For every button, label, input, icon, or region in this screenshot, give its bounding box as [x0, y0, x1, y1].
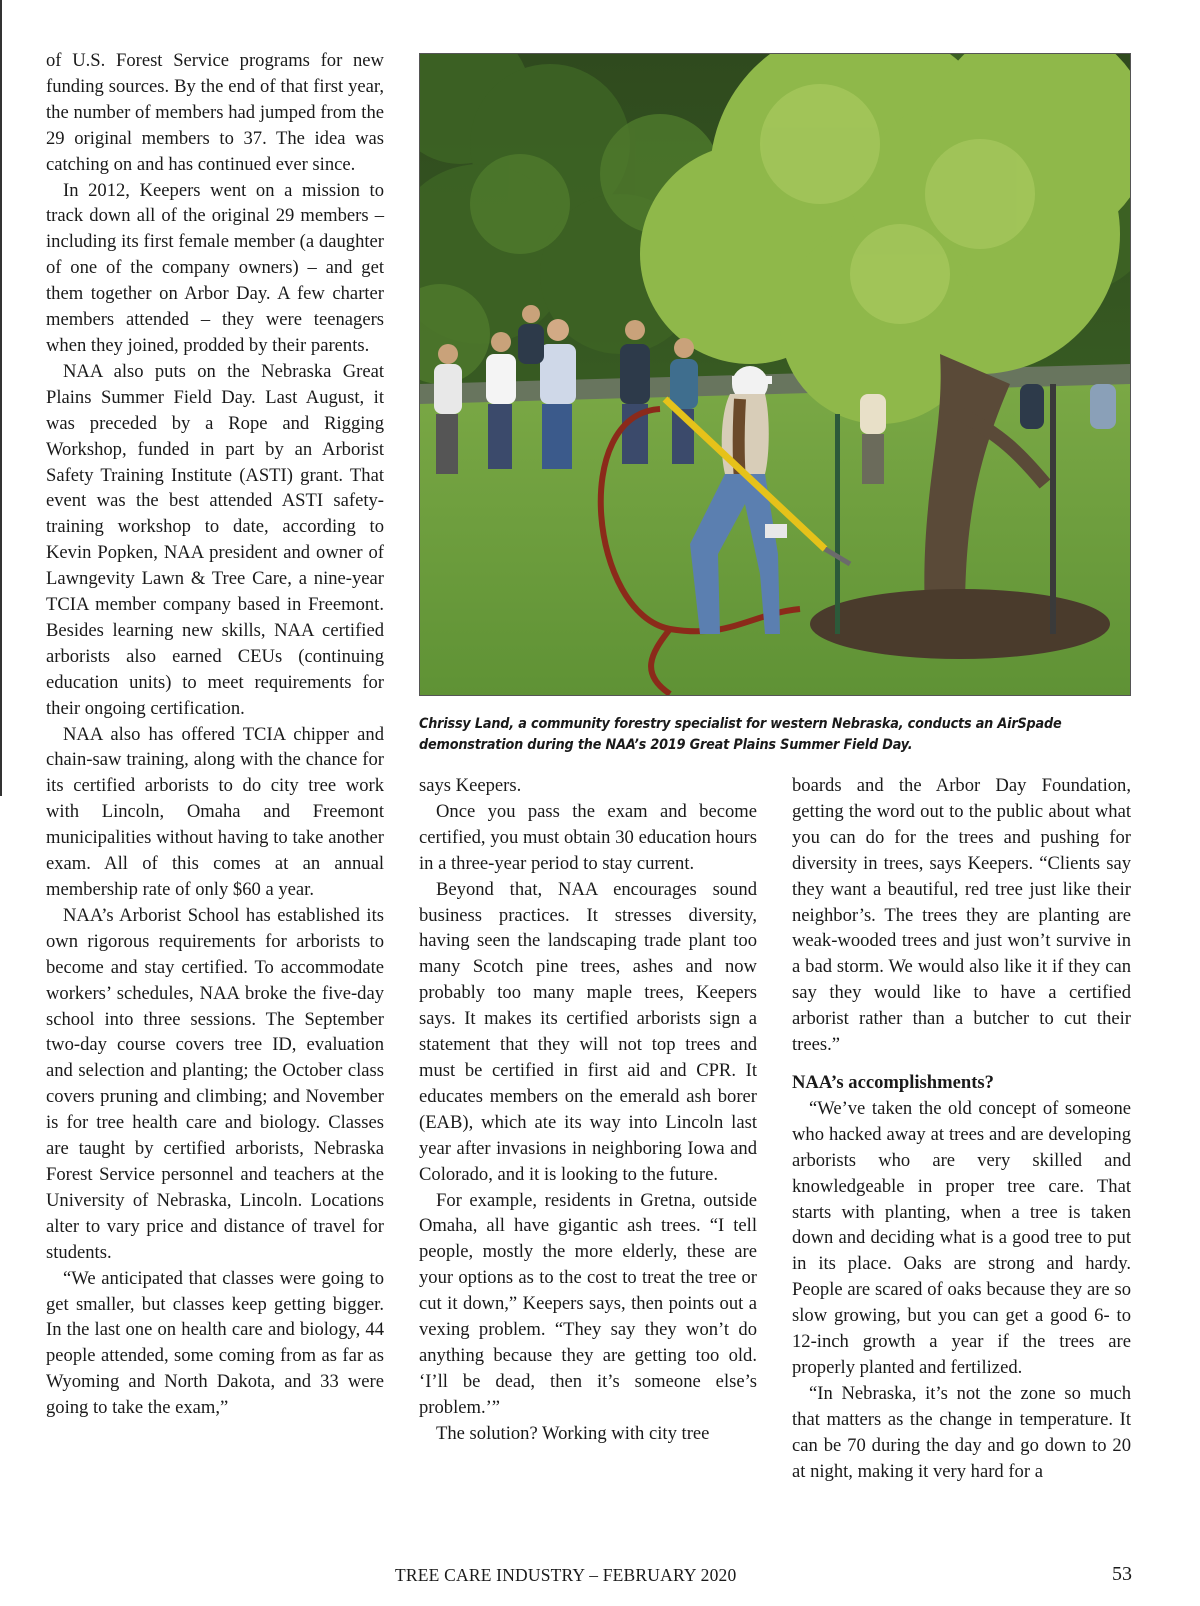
page-number: 53 — [1112, 1563, 1132, 1585]
page-footer: TREE CARE INDUSTRY – FEBRUARY 2020 — [395, 1565, 737, 1585]
article-paragraph: “We anticipated that classes were going to get smaller, but classes keep getting bigger. In the last one on health care and biology, 44 people attended, some coming from as far as Wyoming and North Dakota, and 33 were going to take the exam,” — [46, 1267, 384, 1419]
article-column-left — [46, 48, 384, 1421]
article-paragraph: says Keepers. — [419, 775, 522, 796]
article-paragraph: NAA also puts on the Nebraska Great Plains Summer Field Day. Last August, it was preceded by a Rope and Rigging Workshop, funded in part by an Arborist Safety Training Institute (ASTI) grant. That event was the best attended ASTI safety-training workshop to date, according to Kevin Popken, NAA president and owner of Lawngevity Lawn & Tree Care, a nine-year TCIA member company based in Freemont. Besides learning new skills, NAA certified arborists also earned CEUs (continuing education units) to meet requirements for their ongoing certification. — [46, 360, 384, 719]
article-paragraph: Once you pass the exam and become certified, you must obtain 30 education hours in a three-year period to stay current. — [419, 800, 757, 874]
article-photo — [419, 53, 1131, 696]
page-edge-rule — [0, 0, 2, 796]
photo-illustration — [420, 54, 1131, 696]
article-paragraph: NAA’s Arborist School has established its own rigorous requirements for arborists to become and stay certified. To accommodate workers’ schedules, NAA broke the five-day school into three sessions. The September two-day course covers tree ID, evaluation and selection and planting; the October class covers pruning and climbing; and November is for tree health care and biology. Classes are taught by certified arborists, Nebraska Forest Service personnel and teachers at the University of Nebraska, Lincoln. Locations alter to vary price and distance of travel for students. — [46, 904, 384, 1263]
article-column-right-bottom — [792, 1096, 1131, 1485]
subhead-accomplishments: NAA’s accomplishments? — [792, 1071, 994, 1093]
article-paragraph: “We’ve taken the old concept of someone who hacked away at trees and are developing arborists who are very skilled and knowledgeable in proper tree care. That starts with planting, when a tree is taken down and deciding what is a good tree to put in its place. Oaks are strong and hardy. People are scared of oaks because they are so slow growing, but you can get a good 6- to 12-inch growth a year if the trees are properly planted and fertilized. — [792, 1097, 1131, 1378]
article-paragraph: NAA also has offered TCIA chipper and chain-saw training, along with the chance for its certified arborists to do city tree work with Lincoln, Omaha and Freemont municipalities without having to take another exam. All of this comes at an annual membership rate of only $60 a year. — [46, 723, 384, 900]
article-column-right — [792, 773, 1131, 1484]
article-paragraph: “In Nebraska, it’s not the zone so much that matters as the change in temperature. It can be 70 during the day and go down to 20 at night, making it very hard for a — [792, 1382, 1131, 1482]
article-column-right-top — [792, 773, 1131, 1058]
article-column-middle — [419, 773, 757, 1447]
article-paragraph: For example, residents in Gretna, outside Omaha, all have gigantic ash trees. “I tell people, mostly the more elderly, these are your options as to the cost to treat the tree or cut it down,” Keepers says, then points out a vexing problem. “They say they won’t do anything because they are getting too old. ‘I’ll be dead, then it’s someone else’s problem.’” — [419, 1189, 757, 1418]
photo-caption: Chrissy Land, a community forestry specialist for western Nebraska, conducts an AirSpade demonstration during the NAA’s 2019 Great Plains Summer Field Day. — [419, 716, 1062, 753]
article-paragraph: boards and the Arbor Day Foundation, getting the word out to the public about what you can do for the trees and pushing for diversity in trees, says Keepers. “Clients say they want a beautiful, red tree just like their neighbor’s. The trees they are planting are weak-wooded trees and just won’t survive in a bad storm. We would also like it if they can say they would like to have a certified arborist rather than a butcher to cut their trees.” — [792, 775, 1131, 1056]
article-paragraph: of U.S. Forest Service programs for new funding sources. By the end of that first year, the number of members had jumped from the 29 original members to 37. The idea was catching on and has continued ever since. — [46, 50, 384, 175]
article-paragraph: The solution? Working with city tree — [436, 1422, 710, 1444]
article-paragraph: In 2012, Keepers went on a mission to track down all of the original 29 members – including its first female member (a daughter of one of the company owners) – and get them together on Arbor Day. A few charter members attended – they were teenagers when they joined, prodded by their parents. — [46, 179, 384, 356]
article-paragraph: Beyond that, NAA encourages sound business practices. It stresses diversity, having seen the landscaping trade plant too many Scotch pine trees, ashes and now probably too many maple trees, Keepers says. It makes its certified arborists sign a statement that they will not top trees and must be certified in first aid and CPR. It educates members on the emerald ash borer (EAB), which ate its way into Lincoln last year after invasions in neighboring Iowa and Colorado, and it is looking to the future. — [419, 878, 757, 1185]
